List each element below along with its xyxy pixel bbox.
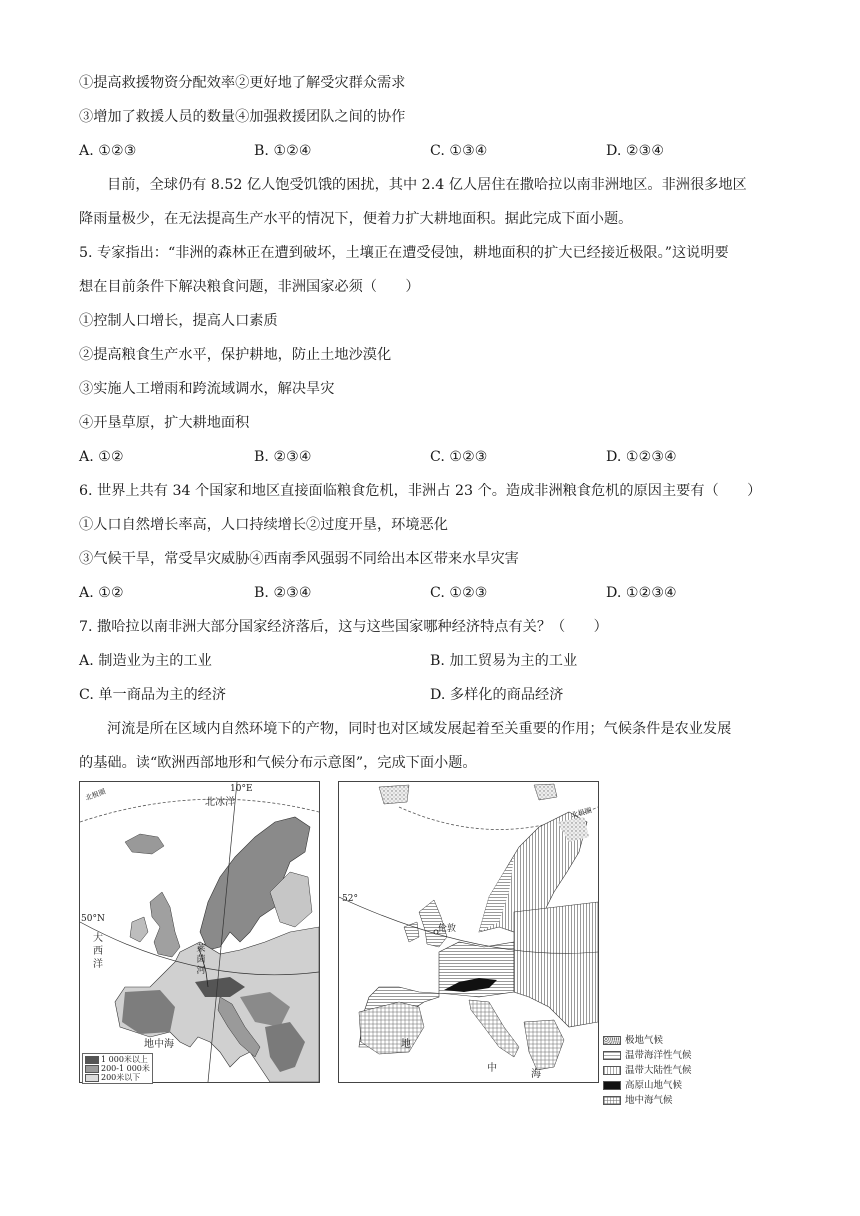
passage2-line-1: 河流是所在区域内自然环境下的产物，同时也对区域发展起着至关重要的作用；气候条件是农业发展 <box>107 721 732 737</box>
elevation-swatch-high <box>85 1056 99 1064</box>
lat50-label: 50°N <box>81 914 105 924</box>
legend-polar: 极地气候 <box>625 1035 664 1046</box>
climate-map <box>338 781 599 1083</box>
swatch-highland <box>603 1081 621 1090</box>
q6-choice-a: A. ①② <box>79 585 124 601</box>
q7-choice-a: A. 制造业为主的工业 <box>79 653 212 669</box>
legend-mediterranean: 地中海气候 <box>625 1095 673 1106</box>
q5-item-2: ②提高粮食生产水平，保护耕地，防止土地沙漠化 <box>79 347 392 363</box>
q5-choice-d: D. ①②③④ <box>606 449 677 465</box>
q4-choice-a: A. ①②③ <box>79 143 137 159</box>
med-sea-label-2: 中 <box>487 1063 497 1074</box>
london-label: 伦敦 <box>438 924 457 934</box>
q5-choice-a: A. ①② <box>79 449 124 465</box>
mediterranean-label: 地中海 <box>144 1039 174 1050</box>
climate-map-graphic <box>339 782 598 1082</box>
q6-choice-d: D. ①②③④ <box>606 585 677 601</box>
arctic-ocean-label: 北冰洋 <box>205 797 235 808</box>
elevation-legend-high: 1 000米以上 <box>101 1055 148 1064</box>
passage2-line-2: 的基础。读“欧洲西部地形和气候分布示意图”，完成下面小题。 <box>79 755 477 771</box>
q5-item-3: ③实施人工增雨和跨流域调水，解决旱灾 <box>79 381 335 397</box>
q5-choice-b: B. ②③④ <box>254 449 312 465</box>
meridian-label: 10°E <box>230 784 253 794</box>
elevation-legend-low: 200米以下 <box>101 1073 141 1082</box>
q4-choice-b: B. ①②④ <box>254 143 312 159</box>
q7-stem: 7. 撒哈拉以南非洲大部分国家经济落后，这与这些国家哪种经济特点有关？（ ） <box>79 619 608 635</box>
q5-stem-1: 5. 专家指出：“非洲的森林正在遭到破坏，土壤正在遭受侵蚀，耕地面积的扩大已经接近极限。”这说明要 <box>79 245 729 261</box>
elevation-swatch-mid <box>85 1065 99 1073</box>
arctic-circle-label-left: 北极圈 <box>84 787 107 803</box>
passage1-line-2: 降雨量极少，在无法提高生产水平的情况下，便着力扩大耕地面积。据此完成下面小题。 <box>79 211 633 227</box>
atlantic-label: 大西洋 <box>93 933 103 970</box>
legend-oceanic: 温带海洋性气候 <box>625 1050 692 1061</box>
elevation-legend <box>82 1053 153 1084</box>
q5-choice-c: C. ①②③ <box>430 449 488 465</box>
q7-choice-c: C. 单一商品为主的经济 <box>79 687 227 703</box>
q4-option-line-2: ③增加了救援人员的数量④加强救援团队之间的协作 <box>79 109 406 125</box>
elevation-swatch-low <box>85 1074 99 1082</box>
climate-legend <box>603 1033 692 1108</box>
q4-choice-c: C. ①③④ <box>430 143 488 159</box>
q4-choice-d: D. ②③④ <box>606 143 665 159</box>
med-sea-label-3: 海 <box>531 1069 541 1080</box>
q6-choice-b: B. ②③④ <box>254 585 312 601</box>
terrain-map-graphic <box>80 782 319 1082</box>
elevation-legend-mid: 200-1 000米 <box>101 1064 150 1073</box>
q6-items-1: ①人口自然增长率高，人口持续增长②过度开垦，环境恶化 <box>79 517 448 533</box>
lat52-label: 52° <box>342 894 358 904</box>
q6-items-2: ③气候干旱，常受旱灾威胁④西南季风强弱不同给出本区带来水旱灾害 <box>79 551 519 567</box>
terrain-map <box>79 781 320 1083</box>
swatch-continental <box>603 1066 621 1075</box>
q6-stem: 6. 世界上共有 34 个国家和地区直接面临粮食危机，非洲占 23 个。造成非洲粮食危机的原因主要有（ ） <box>79 483 762 499</box>
swatch-polar <box>603 1036 621 1045</box>
q5-item-1: ①控制人口增长，提高人口素质 <box>79 313 278 329</box>
swatch-mediterranean <box>603 1096 621 1105</box>
med-sea-label-1: 地 <box>401 1039 411 1050</box>
q6-choice-c: C. ①②③ <box>430 585 488 601</box>
swatch-oceanic <box>603 1051 621 1060</box>
q7-choice-d: D. 多样化的商品经济 <box>430 687 564 703</box>
q5-stem-2: 想在目前条件下解决粮食问题，非洲国家必须（ ） <box>79 279 420 295</box>
legend-continental: 温带大陆性气候 <box>625 1065 692 1076</box>
arctic-circle-label-right: 北极圈 <box>570 806 593 820</box>
rhine-label: 莱茵河 <box>196 944 206 976</box>
passage1-line-1: 目前，全球仍有 8.52 亿人饱受饥饿的困扰，其中 2.4 亿人居住在撒哈拉以南非洲地区。非洲很多地区 <box>107 177 747 193</box>
q4-option-line-1: ①提高救援物资分配效率②更好地了解受灾群众需求 <box>79 75 406 91</box>
q5-item-4: ④开垦草原，扩大耕地面积 <box>79 415 250 431</box>
q7-choice-b: B. 加工贸易为主的工业 <box>430 653 578 669</box>
legend-highland: 高原山地气候 <box>625 1080 683 1091</box>
